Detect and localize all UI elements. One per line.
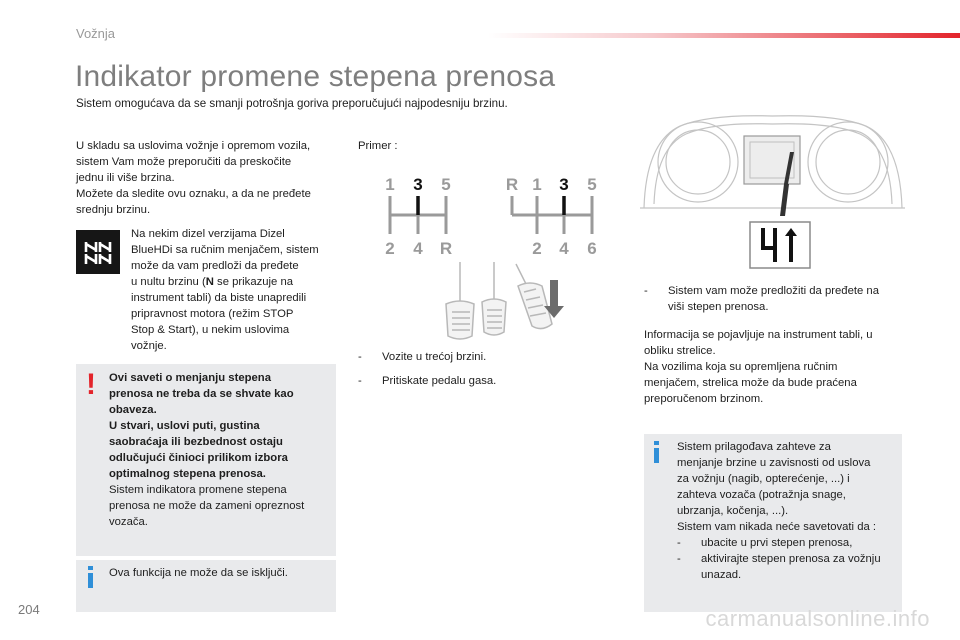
page-subtitle: Sistem omogućava da se smanji potrošnja goriva preporučujući najpodesniju brzinu. [76,97,508,110]
gear-label: 6 [587,239,597,258]
header-accent-bar [488,33,960,38]
watermark: carmanualsonline.info [705,606,930,631]
gear-label: 1 [385,175,395,194]
info-icon [652,441,662,468]
gear-label: 5 [441,175,451,194]
gear-label: 2 [532,239,542,258]
list-item: - ubacite u prvi stepen prenosa, [677,537,853,549]
section-label: Vožnja [76,26,116,41]
gear-label: 1 [532,175,542,194]
page-number: 204 [18,602,40,617]
gearbox-a [385,175,452,258]
step-list-right: - Sistem vam može predložiti da pređete na viši stepen prenosa. [644,285,879,313]
info-icon [86,566,96,593]
gear-label-active: 3 [559,175,569,194]
warning-exclamation-icon: ! [86,368,96,401]
gear-label: 4 [413,239,423,258]
gear-label: 5 [587,175,597,194]
diesel-paragraph: Na nekim dizel verzijama Dizel BlueHDi sa ručnim menjačem, sistem može da vam predloži da pređete u nultu brzinu (N se prikazuje na instrument tabli) da biste unapredili pripravnost motora (režim STOP Stop & Start), u nekim uslovima vožnje. [131,228,319,352]
intro-paragraph: U skladu sa uslovima vožnje i opremom vozila, sistem Vam može preporučiti da preskočite jednu ili više brzina. Možete da sledite ovu oznaku, a da ne pređete srednju brzinu. [76,140,311,216]
list-item: - aktivirajte stepen prenosa za vožnju unazad. [677,553,881,581]
right-info-paragraph: Informacija se pojavljuje na instrument tabli, u obliku strelice. Na vozilima koja su opremljena ručnim menjačem, strelica može da bude praćena preporučenom brzinom. [644,329,873,405]
gear-label-active: 3 [413,175,423,194]
gear-label: R [505,175,519,194]
display-gear: 4 [768,260,769,261]
step-list-middle: - Vozite u trećoj brzini. - Pritiskate pedalu gasa. [358,351,497,387]
info-text-right: Sistem prilagođava zahteve za menjanje brzine u zavisnosti od uslova za vožnju (nagib, opterećenje, ...) i zahteva vozača (potražnja snage, ubrzanja, kočenja, ...). Sistem vam nikada neće savetovati da : - ubacite u prvi stepen prenosa, - aktivirajte stepen prenosa za vožnju unazad. [677,439,901,583]
instrument-cluster-illustration [640,112,905,280]
gear-label: 4 [559,239,569,258]
neutral-gear-letter: N [205,276,214,288]
gear-label: 2 [385,239,395,258]
gearbox-diagrams [380,170,620,260]
gearbox-b [506,175,597,258]
n-engine-icon [76,230,120,274]
page-title: Indikator promene stepena prenosa [75,60,556,93]
info-text-left: Ova funkcija ne može da se isključi. [109,567,288,579]
warning-text: Ovi saveti o menjanju stepena prenosa ne treba da se shvate kao obaveza. U stvari, uslovi puti, gustina saobraćaja ili bezbednost ostaju odlučujući činioci prilikom izbora optimalnog stepena prenosa. Sistem indikatora promene stepena prenosa ne može da zameni opreznost vozača. [109,372,305,528]
pedals-illustration [430,262,580,344]
example-label: Primer : [358,140,398,152]
gear-label: R [439,239,453,258]
